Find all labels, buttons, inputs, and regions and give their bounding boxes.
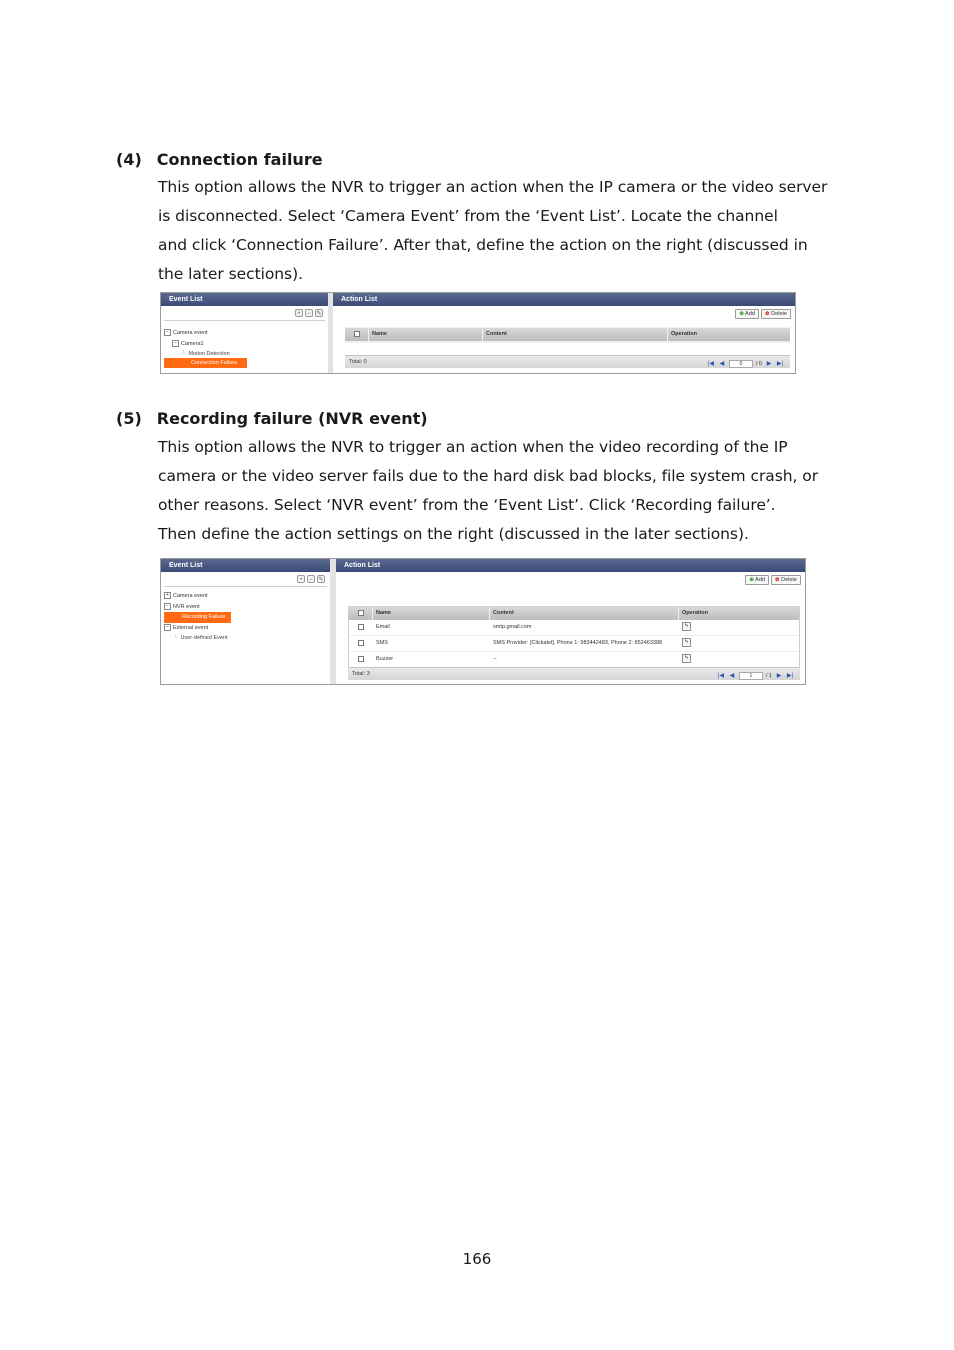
prev-page-icon[interactable]: ◀ — [729, 673, 735, 679]
event-list-title: Event List — [161, 559, 330, 572]
pager — [707, 358, 784, 370]
section-4-line: and click ‘Connection Failure’. After that, define the action on the right (discussed in — [158, 236, 808, 254]
edit-icon[interactable]: ✎ — [682, 654, 691, 663]
recording-failure-screenshot — [160, 558, 806, 685]
expand-icon[interactable]: + — [164, 592, 171, 599]
last-page-icon[interactable]: ▶| — [786, 673, 794, 679]
edit-icon[interactable]: ✎ — [316, 311, 322, 317]
action-list-toolbar — [336, 572, 805, 586]
column-operation[interactable]: Operation — [671, 331, 697, 337]
first-page-icon[interactable]: |◀ — [717, 673, 724, 679]
delete-button[interactable]: ⊗ Delete — [771, 575, 801, 585]
event-tree — [161, 587, 330, 648]
collapse-icon[interactable]: − — [164, 329, 171, 336]
action-list-title: Action List — [336, 559, 805, 572]
edit-icon[interactable]: ✎ — [682, 638, 691, 647]
edit-icon[interactable]: ✎ — [682, 622, 691, 631]
row-content: -- — [493, 656, 497, 662]
section-4-line: the later sections). — [158, 265, 303, 283]
action-list-pane — [336, 559, 805, 684]
remove-icon[interactable]: − — [305, 309, 313, 317]
section-5-line: other reasons. Select ‘NVR event’ from the ‘Event List’. Click ‘Recording failure’. — [158, 496, 776, 514]
section-5-body — [158, 433, 848, 549]
collapse-icon[interactable]: − — [164, 624, 171, 631]
section-4-heading — [116, 150, 323, 169]
page-input[interactable]: 1 — [739, 672, 763, 680]
first-page-icon[interactable]: |◀ — [707, 361, 714, 367]
row-content: smtp.gmail.com — [493, 624, 532, 630]
add-icon: ⊕ — [739, 311, 744, 317]
table-row[interactable] — [349, 636, 799, 652]
event-tree — [161, 321, 328, 372]
delete-icon: ⊗ — [774, 577, 780, 583]
section-5-line: camera or the video server fails due to the hard disk bad blocks, file system crash, or — [158, 467, 819, 485]
tree-node-motion-detection[interactable]: └ Motion Detection — [164, 349, 325, 360]
section-4-title: Connection failure — [156, 150, 323, 169]
tree-node-recording-failure[interactable]: Recording Failure — [164, 612, 327, 623]
action-list-pane — [333, 293, 795, 373]
section-4-line: This option allows the NVR to trigger an action when the IP camera or the video server — [158, 178, 828, 196]
add-button[interactable]: ⊕ Add — [735, 309, 759, 319]
column-content[interactable]: Content — [483, 328, 668, 341]
remove-icon[interactable]: − — [307, 575, 315, 583]
section-5-line: Then define the action settings on the right (discussed in the later sections). — [158, 525, 749, 543]
section-4-number: (4) — [116, 150, 142, 169]
select-all-column[interactable] — [345, 328, 369, 341]
next-page-icon[interactable]: ▶ — [766, 361, 772, 367]
last-page-icon[interactable]: ▶| — [776, 361, 784, 367]
select-all-checkbox[interactable] — [358, 610, 364, 616]
select-all-column[interactable] — [349, 607, 373, 620]
tree-node-external-event[interactable]: − External event — [164, 623, 327, 634]
section-5-line: This option allows the NVR to trigger an action when the video recording of the IP — [158, 438, 788, 456]
add-button[interactable]: ⊕ Add — [745, 575, 769, 585]
add-icon: ⊕ — [749, 577, 754, 583]
section-5-title: Recording failure (NVR event) — [156, 409, 428, 428]
grid-footer — [345, 355, 790, 368]
prev-page-icon[interactable]: ◀ — [719, 361, 725, 367]
page-total: / 0 — [755, 361, 762, 367]
event-list-pane — [161, 293, 328, 373]
tree-node-camera1[interactable]: − Camera1 — [164, 339, 325, 350]
row-name: Buzzer — [376, 656, 394, 662]
grid-footer — [348, 667, 800, 680]
row-name: SMS — [376, 640, 388, 646]
section-5-heading — [116, 409, 428, 428]
delete-icon: ⊗ — [764, 311, 770, 317]
section-5-number: (5) — [116, 409, 142, 428]
event-list-pane — [161, 559, 330, 684]
tree-node-camera-event[interactable]: − Camera event — [164, 328, 325, 339]
table-row[interactable] — [349, 620, 799, 636]
add-icon[interactable]: + — [295, 309, 303, 317]
total-count: Total: 3 — [352, 671, 370, 677]
add-icon[interactable]: + — [297, 575, 305, 583]
row-checkbox[interactable] — [358, 624, 364, 630]
pager — [717, 670, 794, 682]
column-operation[interactable]: Operation — [682, 610, 708, 616]
total-count: Total: 0 — [349, 359, 367, 365]
action-list-toolbar — [333, 306, 795, 320]
delete-button[interactable]: ⊗ Delete — [761, 309, 791, 319]
table-row[interactable] — [349, 652, 799, 668]
collapse-icon[interactable]: − — [164, 603, 171, 610]
section-4-body — [158, 173, 848, 289]
event-list-toolbar — [164, 572, 327, 587]
edit-icon[interactable]: ✎ — [318, 577, 324, 583]
tree-node-user-defined-event[interactable]: └ User-defined Event — [164, 633, 327, 644]
event-list-toolbar — [164, 306, 325, 321]
next-page-icon[interactable]: ▶ — [776, 673, 782, 679]
page-number: 166 — [462, 1250, 492, 1268]
event-list-title: Event List — [161, 293, 328, 306]
action-list-title: Action List — [333, 293, 795, 306]
grid-header — [345, 328, 790, 341]
row-checkbox[interactable] — [358, 640, 364, 646]
page-input[interactable]: 0 — [729, 360, 753, 368]
row-name: Email — [376, 624, 390, 630]
column-content[interactable]: Content — [490, 607, 679, 620]
section-4-line: is disconnected. Select ‘Camera Event’ from the ‘Event List’. Locate the channel — [158, 207, 778, 225]
action-grid — [345, 327, 790, 343]
connection-failure-screenshot — [160, 292, 796, 374]
row-checkbox[interactable] — [358, 656, 364, 662]
row-content: SMS Provider: [Clickatel], Phone 1: 983442483, Phone 2: 952463388 — [493, 640, 663, 646]
tree-node-connection-failure[interactable]: Connection Failure — [164, 358, 325, 369]
tree-node-nvr-event[interactable]: − NVR event — [164, 602, 327, 613]
collapse-icon[interactable]: − — [172, 340, 179, 347]
select-all-checkbox[interactable] — [354, 331, 360, 337]
grid-header — [349, 607, 799, 620]
tree-node-camera-event[interactable]: + Camera event — [164, 591, 327, 602]
column-name[interactable]: Name — [369, 328, 483, 341]
action-grid — [348, 606, 800, 667]
page-total: / 1 — [765, 673, 772, 679]
column-name[interactable]: Name — [373, 607, 490, 620]
